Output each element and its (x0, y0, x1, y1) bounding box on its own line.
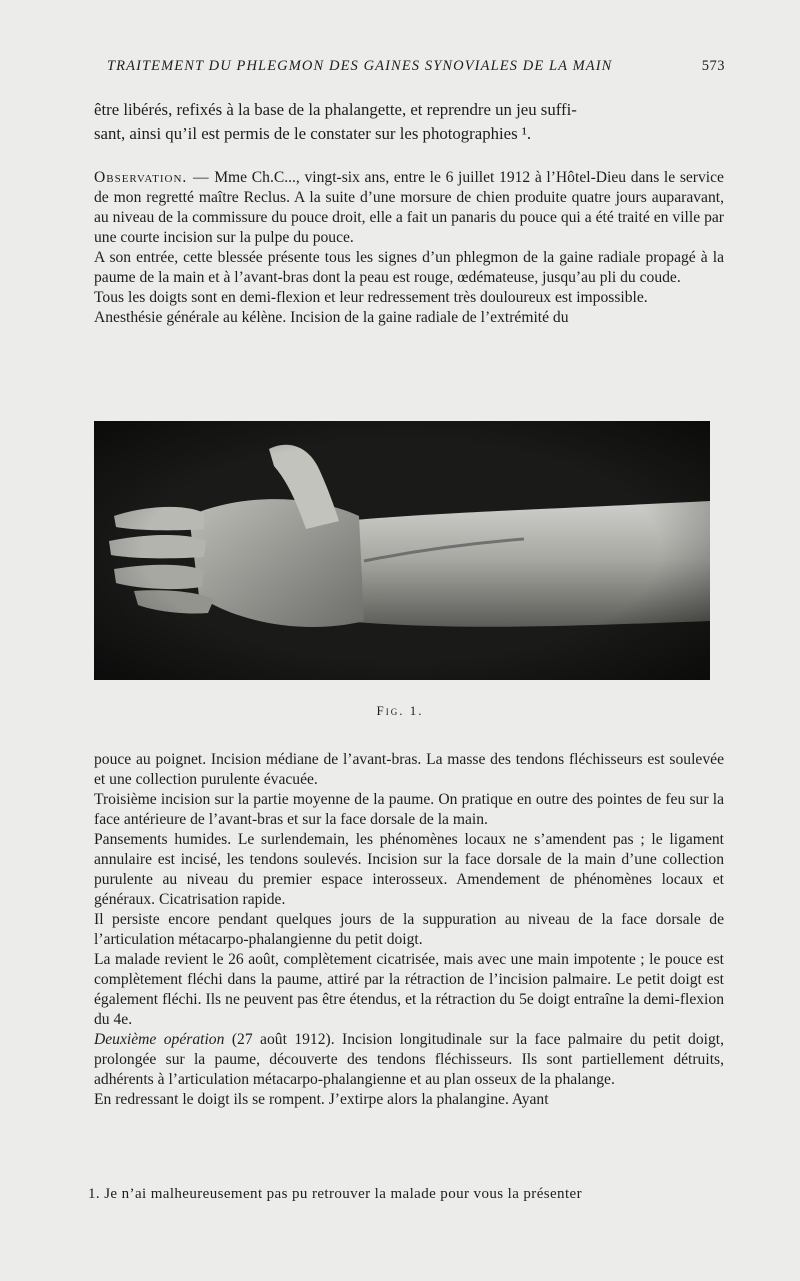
opening-line-2: sant, ainsi qu’il est permis de le constater sur les photographies ¹. (94, 124, 532, 143)
observation-label: Observation. — (94, 169, 210, 186)
figure-photograph (94, 421, 710, 680)
second-operation-text: (27 août 1912). Incision longitudinale sur la face palmaire du petit doigt, prolongée sur la paume, découverte des tendons fléchisseurs. Ils sont partiellement détruits, adhérents à l’articulation métacarpo-phalangienne et au plan osseux de la phalange. (94, 1031, 725, 1088)
page-number: 573 (701, 58, 725, 74)
opening-line-1: être libérés, refixés à la base de la phalangette, et reprendre un jeu suffi- (94, 100, 577, 119)
running-head (95, 58, 725, 78)
continuation-paragraph-3: Pansements humides. Le surlendemain, les phénomènes locaux ne s’amendent pas ; le ligament annulaire est incisé, les tendons soulevés. Incision sur la face dorsale de la main d’une collection purulente au niveau du premier espace interosseux. Amendement de phénomènes locaux et généraux. Cicatrisation rapide. (94, 831, 724, 908)
forearm-hand-photo (94, 421, 710, 680)
continuation-paragraph-1: pouce au poignet. Incision médiane de l’avant-bras. La masse des tendons fléchisseurs est soulevée et une collection purulente évacuée. (94, 751, 724, 788)
continuation-paragraph-4: Il persiste encore pendant quelques jours de la suppuration au niveau de la face dorsale de l’articulation métacarpo-phalangienne du petit doigt. (94, 911, 724, 948)
continuation-paragraph-7: En redressant le doigt ils se rompent. J’extirpe alors la phalangine. Ayant (94, 1091, 549, 1108)
observation-paragraph-4: Anesthésie générale au kélène. Incision de la gaine radiale de l’extrémité du (94, 309, 569, 326)
figure-caption: Fig. 1. (376, 703, 424, 718)
continuation-paragraph-5: La malade revient le 26 août, complètement cicatrisée, mais avec une main impotente ; le pouce est complètement fléchi dans la paume, attiré par la rétraction de l’incision palmaire. Le petit doigt est également fléchi. Ils ne peuvent pas être étendus, et la rétraction du 5e doigt entraîne la demi-flexion du 4e. (94, 951, 724, 1028)
observation-paragraph-3: Tous les doigts sont en demi-flexion et leur redressement très douloureux est impossible. (94, 289, 648, 306)
continuation-paragraph-2: Troisième incision sur la partie moyenne de la paume. On pratique en outre des pointes de feu sur la face antérieure de l’avant-bras et sur la face dorsale de la main. (94, 791, 724, 828)
footnote: 1. Je n’ai malheureusement pas pu retrouver la malade pour vous la présenter (88, 1186, 582, 1202)
continuation-section (94, 750, 724, 1110)
opening-paragraph (94, 98, 724, 146)
observation-section (94, 168, 724, 328)
running-head-title: TRAITEMENT DU PHLEGMON DES GAINES SYNOVIALES DE LA MAIN (107, 58, 613, 74)
observation-paragraph-2: A son entrée, cette blessée présente tous les signes d’un phlegmon de la gaine radiale propagé à la paume de la main et à l’avant-bras dont la peau est rouge, œdémateuse, jusqu’au pli du coude. (94, 249, 724, 286)
observation-paragraph-1 (94, 168, 724, 248)
observation-text: Mme Ch.C..., vingt-six ans, entre le 6 juillet 1912 à l’Hôtel-Dieu dans le service de mon regretté maître Reclus. A la suite d’une morsure de chien produite quatre jours auparavant, au niveau de la commissure du pouce droit, elle a fait un panaris du pouce qui a été traité en ville par une courte incision sur la pulpe du pouce. (94, 169, 724, 246)
continuation-paragraph-6 (94, 1030, 724, 1090)
second-operation-label: Deuxième opération (94, 1031, 225, 1048)
